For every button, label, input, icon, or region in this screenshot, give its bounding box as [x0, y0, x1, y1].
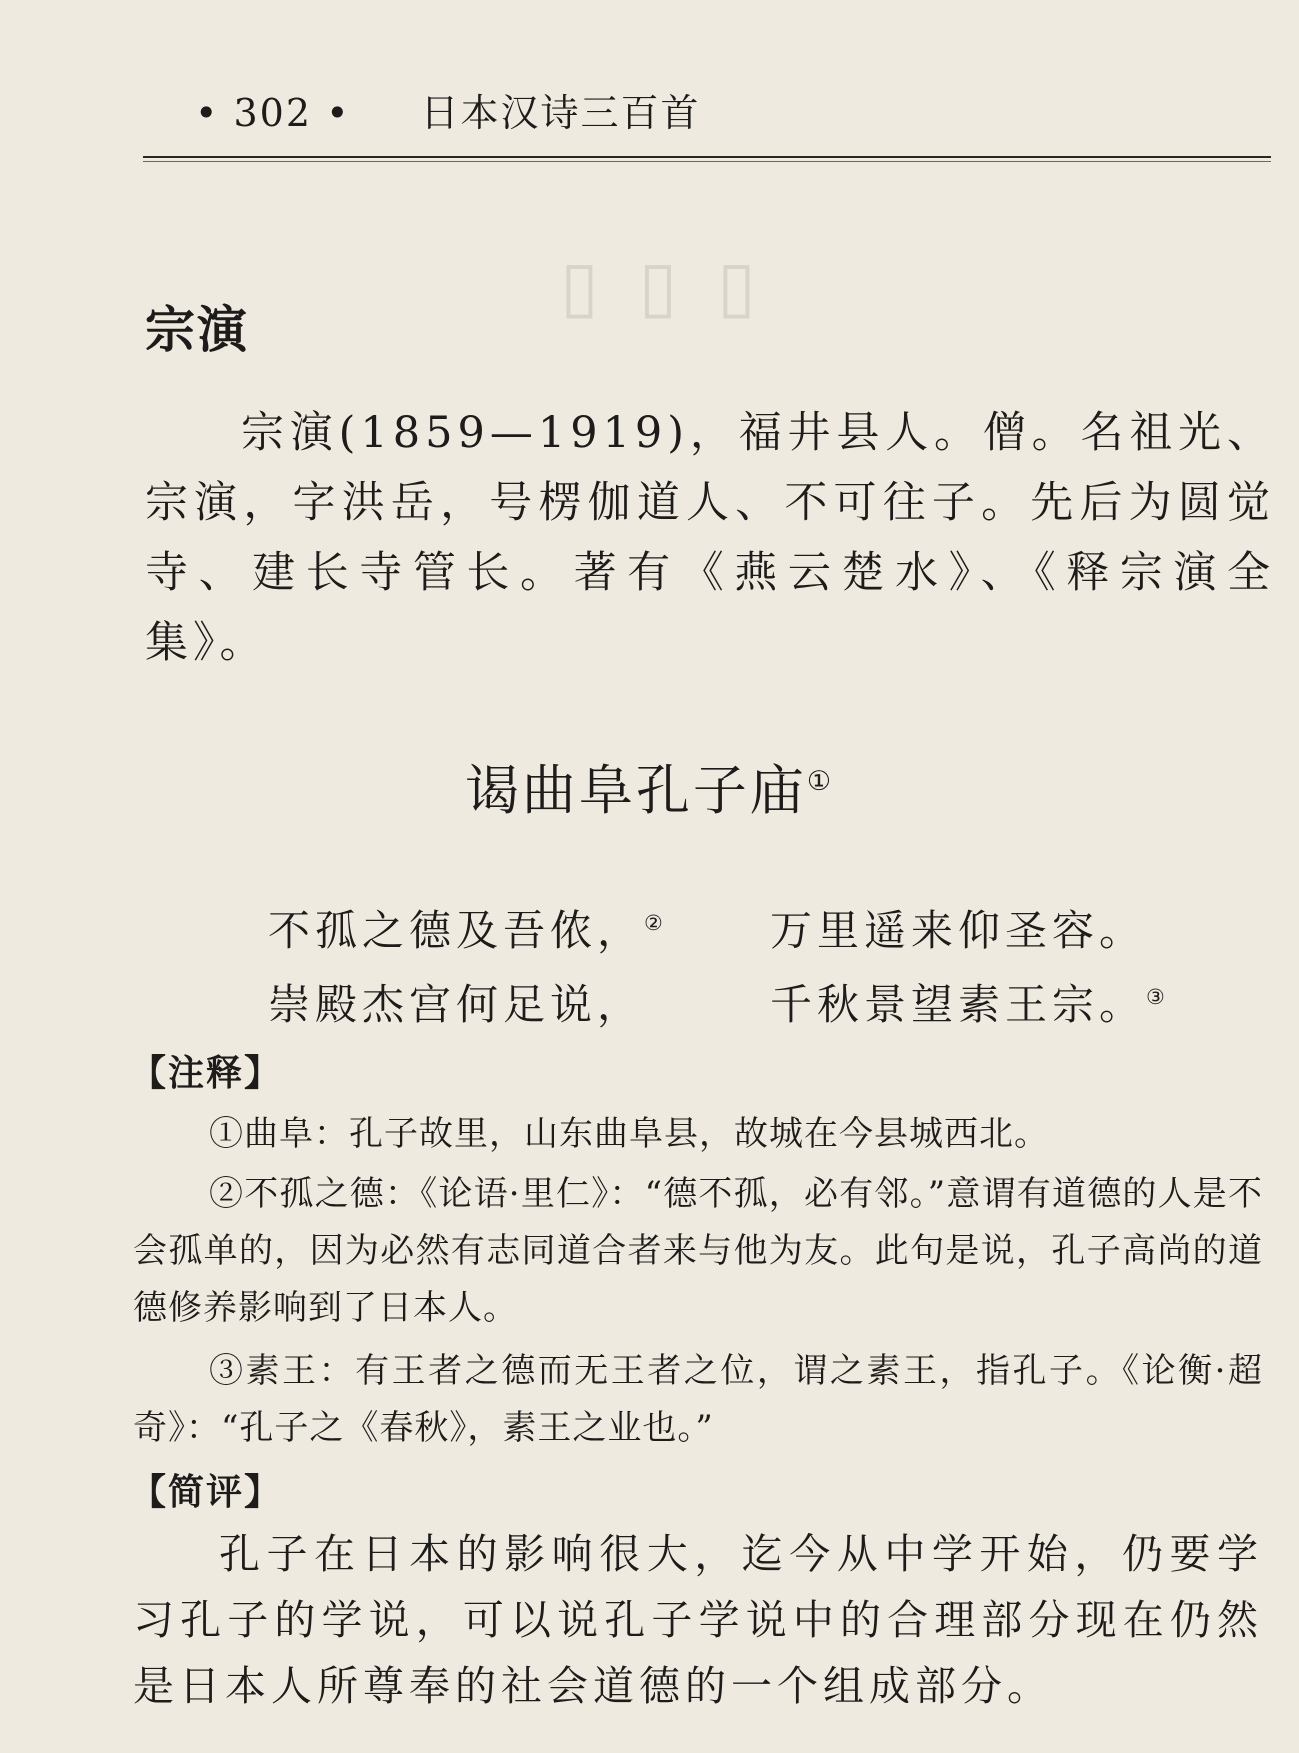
page-header — [195, 82, 701, 137]
footnote-marker: ② — [644, 911, 668, 935]
note-item: ①曲阜：孔子故里，山东曲阜县，故城在今县城西北。 — [209, 1114, 1049, 1154]
note-item: ②不孤之德：《论语·里仁》：“德不孤，必有邻。”意谓有道德的人是不会孤单的，因为必然有志同道合者来与他为友。此句是说，孔子高尚的道德修养影响到了日本人。 — [133, 1174, 1263, 1328]
poem-line — [268, 898, 668, 958]
review-heading: 【简评】 — [130, 1472, 283, 1513]
page-number: • 302 • — [195, 91, 351, 135]
book-title: 日本汉诗三百首 — [420, 91, 701, 135]
poem-line — [770, 898, 1146, 958]
bleed-through-mark: ▯▯▯ — [560, 245, 796, 327]
footnote-marker: ③ — [1146, 985, 1170, 1009]
author-name: 宗演 — [145, 301, 249, 359]
author-bio: 宗演(1859—1919)，福井县人。僧。名祖光、宗演，字洪岳，号楞伽道人、不可往子。先后为圆觉寺、建长寺管长。著有《燕云楚水》、《释宗演全集》。 — [145, 408, 1275, 668]
poem-title — [0, 748, 1299, 825]
poem-line — [770, 972, 1170, 1032]
poem-verse: 万里遥来仰圣容。 — [770, 906, 1147, 955]
note-item: ③素王：有王者之德而无王者之位，谓之素王，指孔子。《论衡·超奇》：“孔子之《春秋》，素王之业也。” — [133, 1351, 1263, 1448]
header-rule — [143, 156, 1271, 158]
poem-verse: 崇殿杰宫何足说， — [268, 980, 645, 1029]
header-rule-thin — [143, 161, 1271, 162]
poem-verse: 不孤之德及吾侬， — [268, 906, 645, 955]
poem-title-text: 谒曲阜孔子庙 — [464, 759, 807, 822]
notes-heading: 【注释】 — [130, 1053, 283, 1094]
review-text: 孔子在日本的影响很大，迄今从中学开始，仍要学习孔子的学说，可以说孔子学说中的合理部分现在仍然是日本人所尊奉的社会道德的一个组成部分。 — [133, 1530, 1263, 1710]
poem-line — [268, 972, 644, 1032]
poem-verse: 千秋景望素王宗。 — [770, 980, 1147, 1029]
footnote-marker: ① — [806, 766, 835, 797]
